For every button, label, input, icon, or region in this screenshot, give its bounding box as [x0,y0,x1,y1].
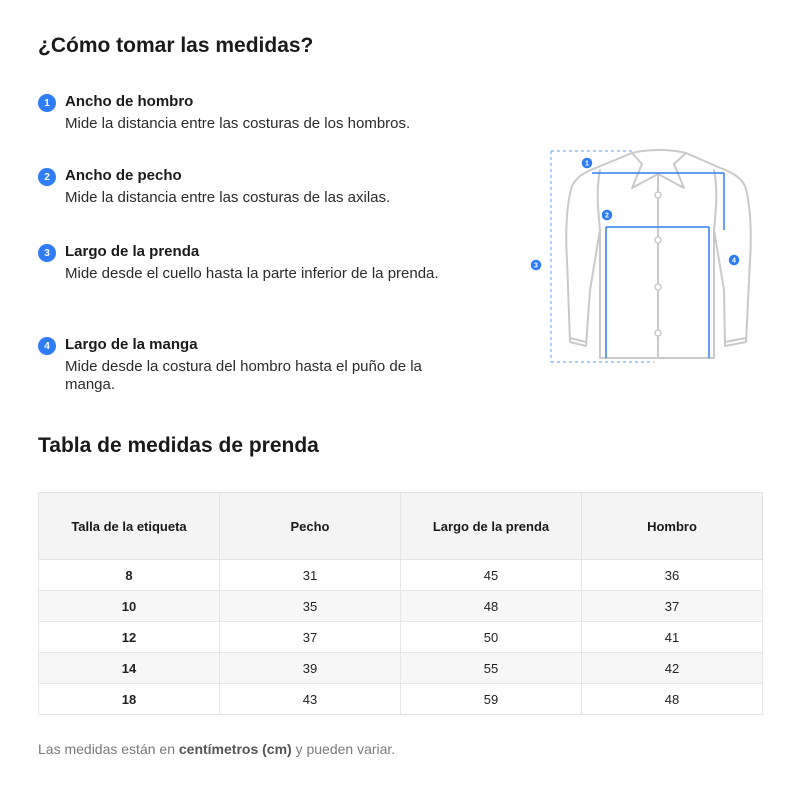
svg-text:3: 3 [534,262,538,270]
length-cell: 48 [401,591,582,622]
step-title: Ancho de hombro [65,93,194,110]
table-header-row [39,493,763,560]
size-label-cell: 10 [39,591,220,622]
length-cell: 50 [401,622,582,653]
step-description: Mide desde la costura del hombro hasta el puño de la manga. [65,358,422,393]
step-number-badge: 3 [38,244,56,262]
marker-1-icon [581,157,593,169]
step-description: Mide desde el cuello hasta la parte inferior de la prenda. [65,265,439,282]
page-title: ¿Cómo tomar las medidas? [38,34,314,57]
table-row [39,653,763,684]
marker-3-icon [530,259,542,271]
step-number-badge: 1 [38,94,56,112]
table-row [39,684,763,715]
note-prefix: Las medidas están en [38,741,179,757]
chest-cell: 31 [220,560,401,591]
step-title: Largo de la manga [65,336,198,353]
length-cell: 45 [401,560,582,591]
step-description: Mide la distancia entre las costuras de las axilas. [65,189,391,206]
size-label-cell: 14 [39,653,220,684]
column-header: Largo de la prenda [401,493,582,560]
column-header: Talla de la etiqueta [39,493,220,560]
table-row [39,560,763,591]
chest-cell: 39 [220,653,401,684]
length-cell: 59 [401,684,582,715]
step-description: Mide la distancia entre las costuras de los hombros. [65,115,411,132]
step-title: Ancho de pecho [65,167,182,184]
shoulder-cell: 41 [582,622,763,653]
column-header: Pecho [220,493,401,560]
chest-cell: 35 [220,591,401,622]
step-number-badge: 4 [38,337,56,355]
length-cell: 55 [401,653,582,684]
size-label-cell: 18 [39,684,220,715]
note-units: centímetros (cm) [178,741,292,757]
svg-text:4: 4 [732,257,736,265]
units-note [38,741,395,757]
step-number-badge: 2 [38,168,56,186]
marker-2-icon [601,209,613,221]
table-row [39,622,763,653]
note-suffix: y pueden variar. [291,741,396,757]
size-label-cell: 12 [39,622,220,653]
shirt-illustration-icon [520,140,770,380]
step-title: Largo de la prenda [65,243,200,260]
chest-cell: 43 [220,684,401,715]
svg-text:2: 2 [605,212,609,220]
shoulder-cell: 42 [582,653,763,684]
shoulder-cell: 48 [582,684,763,715]
marker-4-icon [728,254,740,266]
size-table [38,492,763,715]
chest-cell: 37 [220,622,401,653]
svg-text:1: 1 [585,160,589,168]
shoulder-cell: 36 [582,560,763,591]
size-table-title: Tabla de medidas de prenda [38,434,319,457]
column-header: Hombro [582,493,763,560]
table-row [39,591,763,622]
size-label-cell: 8 [39,560,220,591]
shoulder-cell: 37 [582,591,763,622]
